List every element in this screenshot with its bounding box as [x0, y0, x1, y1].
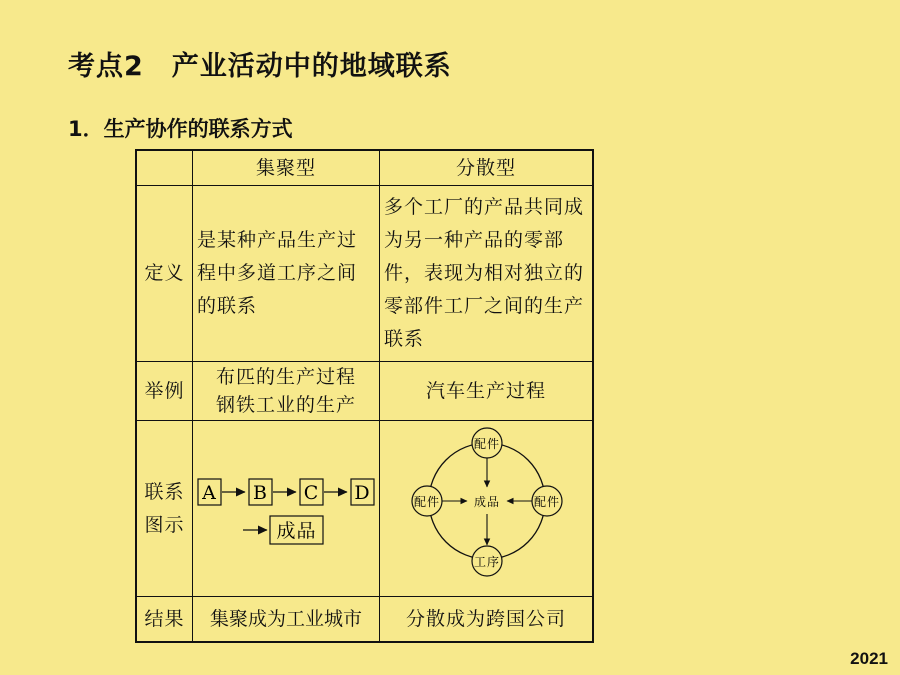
- node-right-label: 配件: [533, 495, 561, 509]
- example-label: 举例: [136, 362, 193, 421]
- header-corner-cell: [136, 150, 193, 186]
- node-top-label: 配件: [473, 437, 501, 451]
- node-left-label: 配件: [413, 495, 441, 509]
- header-dispersed: 分散型: [380, 150, 594, 186]
- node-top-part: [472, 428, 502, 458]
- example-cluster: [193, 362, 380, 421]
- node-bottom-process: [472, 546, 502, 576]
- dispersed-hub-diagram: [380, 421, 592, 585]
- product-box: [270, 516, 323, 544]
- diagram-label-line2: 图示: [144, 513, 185, 536]
- step-box-a: [198, 479, 221, 505]
- result-row: [136, 597, 593, 643]
- diagram-label: [136, 421, 193, 597]
- step-box-b: [249, 479, 272, 505]
- step-label-b: B: [253, 482, 268, 504]
- cluster-flow-diagram: [193, 421, 379, 585]
- product-label: 成品: [276, 520, 317, 542]
- diagram-label-line1: 联系: [144, 480, 185, 503]
- definition-dispersed: 多个工厂的产品共同成为另一种产品的零部件，表现为相对独立的零部件工厂之间的生产联系: [380, 186, 594, 362]
- diagram-row: [136, 421, 593, 597]
- section-subtitle: 1．生产协作的联系方式: [68, 117, 293, 141]
- definition-label: 定义: [136, 186, 193, 362]
- step-label-c: C: [303, 482, 320, 504]
- cooperation-table: [135, 149, 594, 643]
- example-row: [136, 362, 593, 421]
- center-product-label: 成品: [473, 495, 501, 509]
- example-cluster-line1: 布匹的生产过程: [215, 366, 356, 388]
- example-dispersed: 汽车生产过程: [380, 362, 594, 421]
- node-left-part: [412, 486, 442, 516]
- step-box-d: [351, 479, 374, 505]
- dispersed-diagram-cell: [380, 421, 594, 597]
- definition-cluster: 是某种产品生产过程中多道工序之间的联系: [193, 186, 380, 362]
- result-cluster: 集聚成为工业城市: [193, 597, 380, 643]
- header-cluster: 集聚型: [193, 150, 380, 186]
- step-box-c: [300, 479, 323, 505]
- table-header-row: [136, 150, 593, 186]
- step-label-d: D: [354, 482, 371, 504]
- page-title: 考点2 产业活动中的地域联系: [68, 51, 452, 82]
- example-cluster-line2: 钢铁工业的生产: [215, 394, 356, 416]
- node-right-part: [532, 486, 562, 516]
- year-footer: 2021: [850, 649, 888, 668]
- node-bottom-label: 工序: [473, 555, 501, 569]
- cluster-diagram-cell: [193, 421, 380, 597]
- step-label-a: A: [202, 482, 217, 504]
- result-label: 结果: [136, 597, 193, 643]
- definition-row: [136, 186, 593, 362]
- result-dispersed: 分散成为跨国公司: [380, 597, 594, 643]
